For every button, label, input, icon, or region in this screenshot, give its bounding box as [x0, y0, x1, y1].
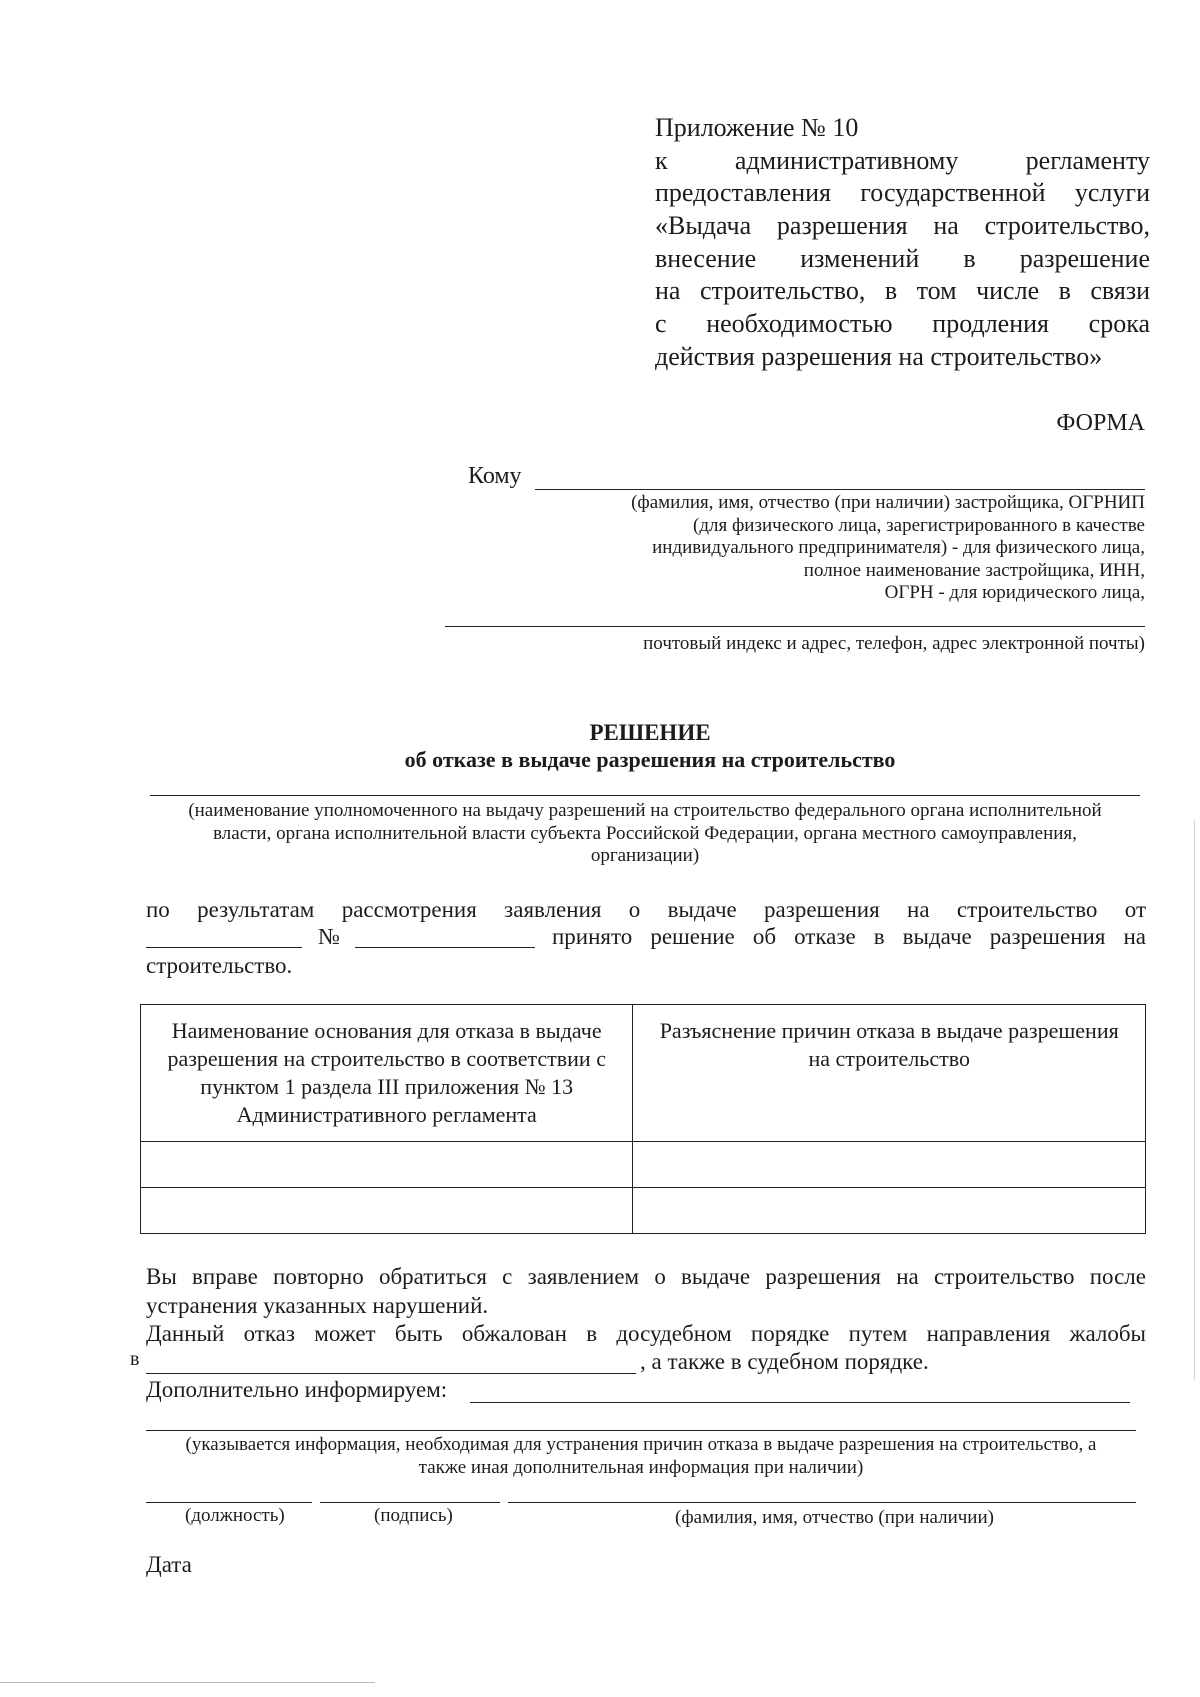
application-date-field[interactable] [146, 947, 302, 948]
organ-caption-line: (наименование уполномоченного на выдачу разрешений на строительство федерального органа исполнительной [188, 800, 1102, 821]
table-row [141, 1142, 1146, 1188]
position-caption: (должность) [185, 1505, 285, 1526]
full-name-field[interactable] [508, 1502, 1136, 1503]
table-header-row [141, 1005, 1146, 1142]
result-line-2-tail: принято решение об отказе в выдаче разрешения на [552, 924, 1146, 949]
appendix-line: к административному регламенту [655, 145, 1150, 175]
scan-edge-mark [1194, 820, 1195, 1380]
recipient-caption-line: индивидуального предпринимателя) - для физического лица, [652, 537, 1145, 558]
additional-label: Дополнительно информируем: [146, 1377, 448, 1402]
additional-info-field-2[interactable] [146, 1430, 1136, 1431]
decision-subtitle: об отказе в выдаче разрешения на строительство [404, 747, 896, 772]
recipient-caption [495, 492, 1145, 605]
full-name-caption: (фамилия, имя, отчество (при наличии) [675, 1507, 994, 1528]
refusal-reasons-table [140, 1004, 1146, 1234]
signature-field[interactable] [320, 1502, 500, 1503]
recipient-label: Кому [468, 463, 522, 489]
position-field[interactable] [146, 1502, 312, 1503]
recipient-address-line[interactable] [445, 626, 1145, 627]
table-row [141, 1188, 1146, 1234]
repeat-paragraph [146, 1263, 1146, 1349]
recipient-name-line[interactable] [535, 489, 1145, 490]
decision-title: РЕШЕНИЕ [589, 720, 711, 745]
table-header-explanation: Разъяснение причин отказа в выдаче разрешения на строительство [633, 1005, 1146, 1142]
appendix-line: внесение изменений в разрешение [655, 243, 1150, 273]
appeal-suffix: , а также в судебном порядке. [640, 1349, 929, 1374]
application-number-field[interactable] [355, 947, 535, 948]
table-cell[interactable] [633, 1188, 1146, 1234]
appeal-prefix: в [130, 1348, 140, 1370]
table-header-basis: Наименование основания для отказа в выдаче разрешения на строительство в соответствии с пунктом 1 раздела III приложения № 13 Административного регламента [141, 1005, 633, 1142]
appendix-line: с необходимостью продления срока [655, 309, 1150, 339]
scan-edge-mark [0, 1682, 375, 1683]
appeal-authority-field[interactable] [146, 1373, 636, 1374]
appendix-line: действия разрешения на строительство» [655, 341, 1103, 371]
appendix-header [655, 112, 1150, 374]
appendix-title: Приложение № 10 [655, 113, 859, 142]
additional-info-field[interactable] [470, 1402, 1130, 1403]
recipient-address-caption: почтовый индекс и адрес, телефон, адрес электронной почты) [643, 633, 1145, 654]
result-line-1 [146, 896, 1146, 925]
table-cell[interactable] [141, 1142, 633, 1188]
appendix-line: «Выдача разрешения на строительство, [655, 211, 1150, 241]
table-cell[interactable] [141, 1188, 633, 1234]
recipient-caption-line: ОГРН - для юридического лица, [884, 582, 1145, 603]
organ-name-line[interactable] [150, 795, 1140, 796]
appendix-line: на строительство, в том числе в связи [655, 276, 1150, 306]
repeat-line: Вы вправе повторно обратиться с заявлением о выдаче разрешения на строительство после [146, 1264, 1146, 1289]
result-text: по результатам рассмотрения заявления о выдаче разрешения на строительство от [146, 897, 1146, 922]
form-label: ФОРМА [1056, 410, 1145, 436]
additional-caption-line: (указывается информация, необходимая для устранения причин отказа в выдаче разрешения на строительство, а [185, 1434, 1097, 1455]
organ-caption-line: власти, органа исполнительной власти субъекта Российской Федерации, органа местного самоуправления, [213, 822, 1077, 844]
result-line-3: строительство. [146, 953, 293, 978]
number-sign: № [318, 924, 340, 949]
recipient-caption-line: (фамилия, имя, отчество (при наличии) застройщика, ОГРНИП [631, 492, 1145, 513]
recipient-caption-line: (для физического лица, зарегистрированного в качестве [693, 514, 1145, 536]
table-cell[interactable] [633, 1142, 1146, 1188]
recipient-caption-line: полное наименование застройщика, ИНН, [803, 559, 1145, 581]
appendix-line: предоставления государственной услуги [655, 178, 1150, 208]
date-label: Дата [146, 1552, 192, 1577]
organ-caption-line: организации) [590, 845, 700, 866]
appeal-line: Данный отказ может быть обжалован в досудебном порядке путем направления жалобы [146, 1321, 1146, 1346]
additional-caption-line: также иная дополнительная информация при наличии) [418, 1456, 864, 1478]
additional-caption [146, 1434, 1136, 1479]
repeat-line: устранения указанных нарушений. [146, 1292, 489, 1318]
organ-caption [150, 800, 1140, 868]
signature-caption: (подпись) [374, 1505, 453, 1526]
